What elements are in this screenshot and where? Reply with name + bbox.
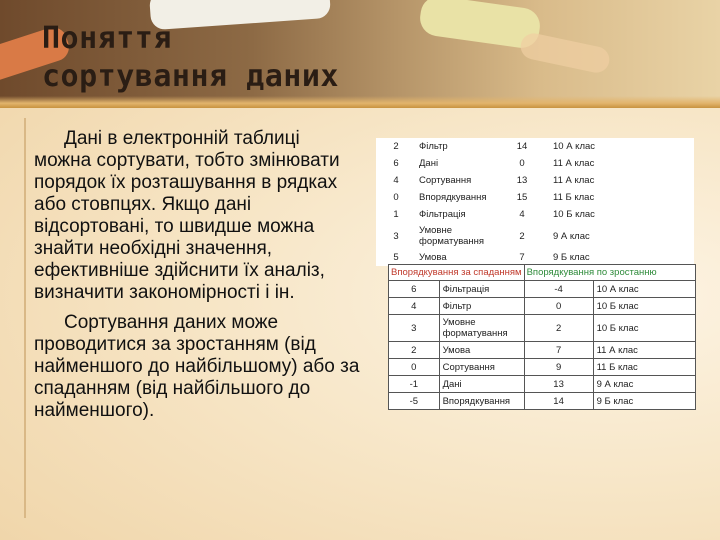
table-cell: 2 [524, 315, 593, 342]
table-row [389, 393, 696, 410]
table-cell: 4 [393, 175, 399, 186]
table-row [389, 376, 696, 393]
table-cell: -1 [389, 376, 440, 393]
table-cell: Умовне форматування [419, 225, 485, 247]
table-cell: 0 [393, 192, 399, 203]
table-row [389, 342, 696, 359]
table-row [376, 223, 694, 249]
table-row [389, 315, 696, 342]
table-cell: 15 [516, 192, 528, 203]
paragraph: Дані в електронній таблиці можна сортувати, тобто змінювати порядок їх розташування в рядках або стовпцях. Якщо дані відсортовані, то швидше можна знайти необхідні значення, ефективніше здійснити їх аналіз, визначити закономірності і ін. [34, 128, 340, 303]
table-cell: 11 А клас [553, 158, 595, 169]
table-cell: Умова [439, 342, 524, 359]
table-cell: Дані [419, 158, 439, 169]
table-cell: 4 [519, 209, 525, 220]
header-banner [0, 0, 720, 108]
table-cell: 9 Б клас [553, 252, 590, 263]
header-ascending: Впорядкування по зростанню [524, 265, 695, 281]
table-cell: Дані [439, 376, 524, 393]
table-row [376, 138, 694, 155]
table-cell: 10 Б клас [553, 209, 595, 220]
table-cell: 14 [516, 141, 528, 152]
paragraph: Сортування даних може проводитися за зростанням (від найменшого до найбільшому) або за спаданням (від найбільшого до найменшого). [34, 312, 360, 421]
table-cell: 14 [524, 393, 593, 410]
table-cell: 3 [393, 230, 399, 242]
header-stripe [0, 96, 720, 108]
table-cell: 0 [519, 158, 525, 169]
table-cell: 13 [516, 175, 528, 186]
table-cell: Фільтр [419, 141, 448, 152]
table-cell: 11 А клас [553, 175, 595, 186]
table-cell: 11 Б клас [593, 359, 695, 376]
table-cell: Умовне форматування [439, 315, 524, 342]
sorted-table [388, 264, 696, 410]
table-cell: 7 [524, 342, 593, 359]
table-cell: 7 [519, 252, 525, 263]
table-cell: 6 [389, 281, 440, 298]
table-cell: -4 [524, 281, 593, 298]
table-cell: Сортування [439, 359, 524, 376]
table-cell: 0 [389, 359, 440, 376]
table-cell: 10 Б клас [593, 315, 695, 342]
table-cell: 0 [524, 298, 593, 315]
slide-title [42, 20, 339, 96]
table-cell: Фільтр [439, 298, 524, 315]
table-cell: Фільтрація [419, 209, 466, 220]
table-cell: Впорядкування [419, 192, 487, 203]
table-cell: 11 А клас [593, 342, 695, 359]
title-line-2: сортування даних [42, 59, 339, 94]
table-cell: 10 А клас [553, 141, 596, 152]
table-row [389, 298, 696, 315]
table-cell: 2 [393, 141, 399, 152]
table-cell: 3 [389, 315, 440, 342]
table-cell: 10 Б клас [593, 298, 695, 315]
table-row [389, 281, 696, 298]
table-cell: 4 [389, 298, 440, 315]
title-line-1: Поняття [42, 21, 172, 56]
unsorted-table [376, 138, 694, 266]
table-cell: 9 [524, 359, 593, 376]
table-row [376, 189, 694, 206]
table-cell: 1 [393, 209, 399, 220]
table-row [376, 155, 694, 172]
table-header-row [389, 265, 696, 281]
left-divider [24, 118, 26, 518]
table-cell: 2 [519, 230, 525, 242]
table-cell: 9 А клас [553, 230, 590, 242]
table-cell: 10 А клас [593, 281, 695, 298]
table-cell: Умова [419, 252, 447, 263]
table-cell: Сортування [419, 175, 472, 186]
table-cell: -5 [389, 393, 440, 410]
table-cell: 6 [393, 158, 399, 169]
table-row [376, 172, 694, 189]
body-text [34, 128, 360, 430]
table-cell: 2 [389, 342, 440, 359]
table-cell: Впорядкування [439, 393, 524, 410]
table-cell: 11 Б клас [553, 192, 595, 203]
table-row [376, 206, 694, 223]
header-descending: Впорядкування за спаданням [389, 265, 525, 281]
chalk-image [518, 31, 611, 75]
table-cell: 9 Б клас [593, 393, 695, 410]
table-cell: 9 А клас [593, 376, 695, 393]
table-cell: 13 [524, 376, 593, 393]
table-cell: 5 [393, 252, 399, 263]
table-row [389, 359, 696, 376]
table-cell: Фільтрація [439, 281, 524, 298]
